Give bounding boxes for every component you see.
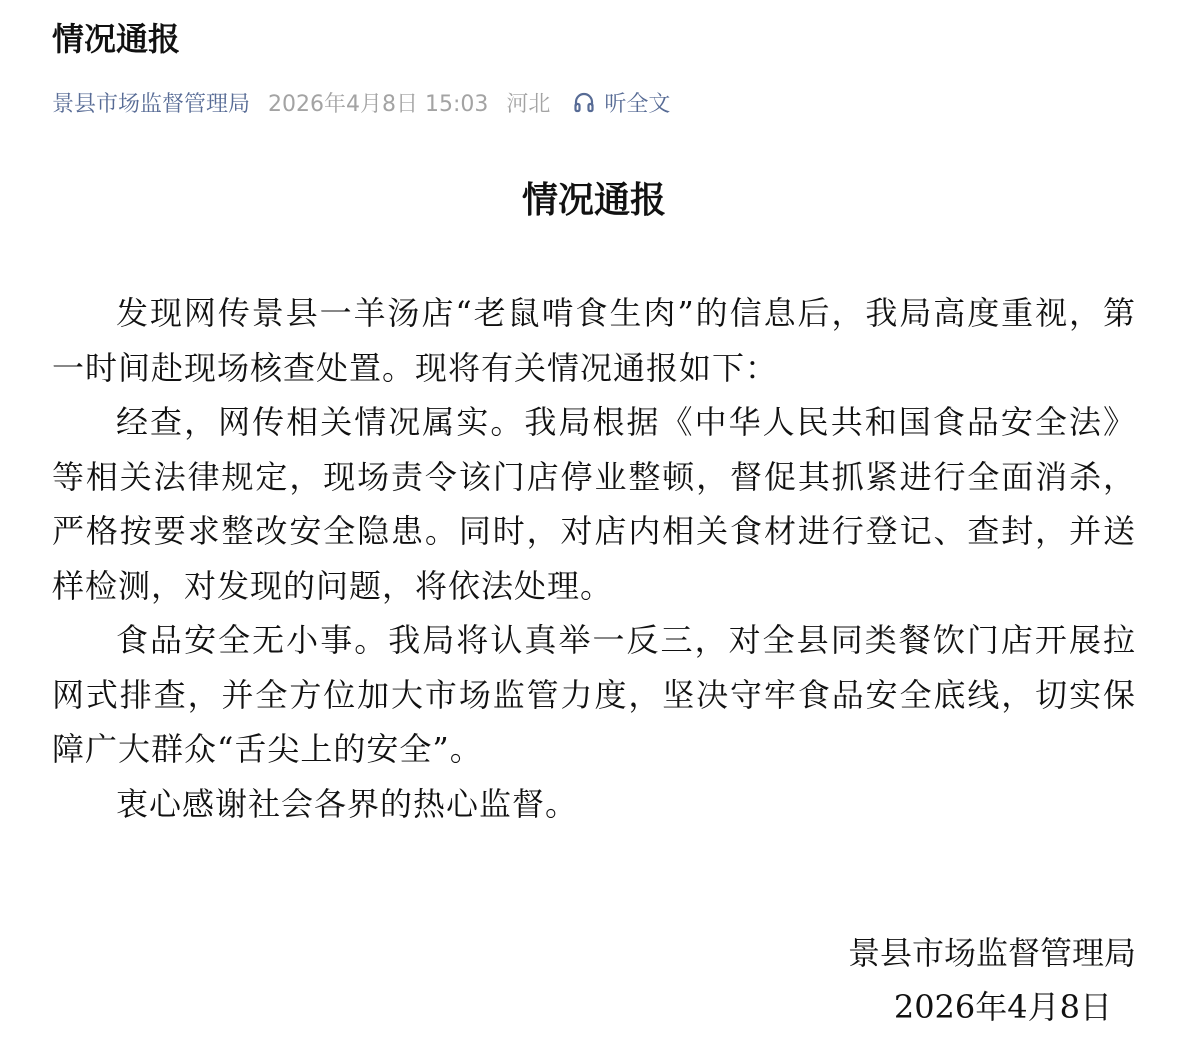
signature-date: 2026年4月8日	[893, 988, 1112, 1026]
publish-region: 河北	[506, 91, 551, 117]
listen-button[interactable]	[572, 87, 670, 118]
paragraph: 发现网传景县一羊汤店“老鼠啃食生肉”的信息后，我局高度重视，第一时间赴现场核查处置。现将有关情况通报如下：	[52, 294, 1136, 387]
headphones-icon	[572, 90, 596, 114]
paragraph: 衷心感谢社会各界的热心监督。	[116, 784, 579, 823]
signature-block	[848, 926, 1136, 1034]
publisher-link[interactable]: 景县市场监督管理局	[52, 91, 251, 117]
listen-label: 听全文	[604, 91, 671, 117]
signature-org: 景县市场监督管理局	[847, 934, 1136, 972]
article-meta	[52, 86, 670, 118]
document-title: 情况通报	[521, 179, 666, 221]
page-title: 情况通报	[52, 20, 181, 58]
paragraph: 经查，网传相关情况属实。我局根据《中华人民共和国食品安全法》等相关法律规定，现场责令该门店停业整顿，督促其抓紧进行全面消杀，严格按要求整改安全隐患。同时，对店内相关食材进行登记、查封，并送样检测，对发现的问题，将依法处理。	[52, 403, 1136, 605]
publish-time: 2026年4月8日 15:03	[268, 91, 489, 117]
paragraph: 食品安全无小事。我局将认真举一反三，对全县同类餐饮门店开展拉网式排查，并全方位加大市场监管力度，坚决守牢食品安全底线，切实保障广大群众“舌尖上的安全”。	[52, 621, 1136, 768]
article-body	[52, 170, 1136, 831]
